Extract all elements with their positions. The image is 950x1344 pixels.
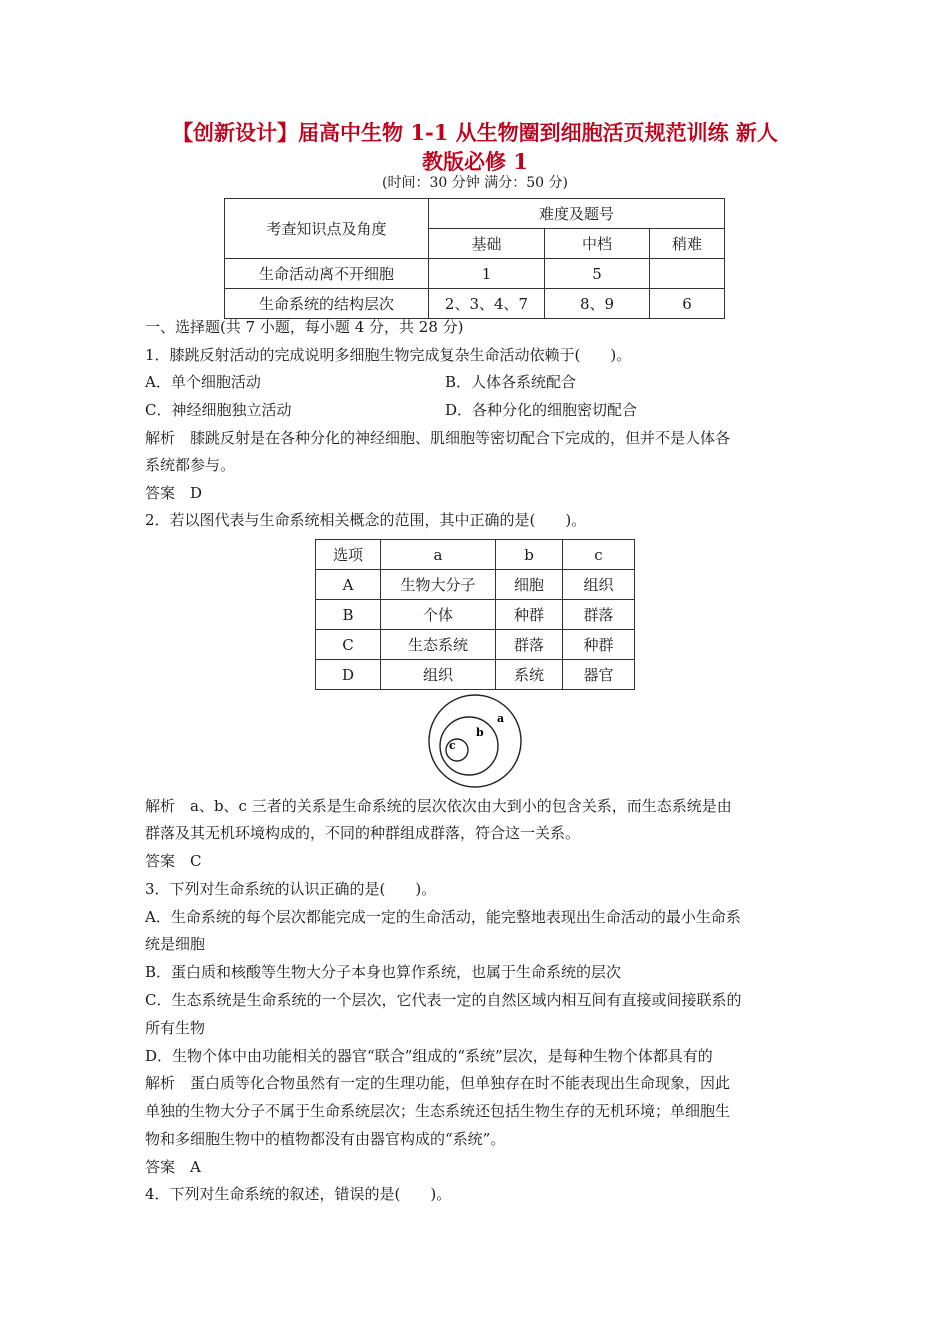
topic-cell: 生命系统的结构层次 bbox=[225, 289, 429, 319]
q1-analysis-1: 解析 膝跳反射是在各种分化的神经细胞、肌细胞等密切配合下完成的，但并不是人体各 bbox=[145, 429, 731, 447]
cell: D bbox=[316, 660, 381, 690]
cell: 种群 bbox=[563, 630, 635, 660]
label-b: b bbox=[476, 726, 484, 739]
q1-option-b: B．人体各系统配合 bbox=[445, 373, 577, 391]
cell: 系统 bbox=[496, 660, 563, 690]
q3-option-a-1: A．生命系统的每个层次都能完成一定的生命活动，能完整地表现出生命活动的最小生命系 bbox=[145, 908, 741, 926]
q2-options-table bbox=[315, 539, 635, 690]
hard-cell: 6 bbox=[650, 289, 725, 319]
level-basic: 基础 bbox=[429, 229, 545, 259]
q2-stem: 2．若以图代表与生命系统相关概念的范围，其中正确的是( )。 bbox=[145, 511, 587, 529]
nested-circles-diagram bbox=[425, 693, 525, 789]
basic-cell: 1 bbox=[429, 259, 545, 289]
cell: 组织 bbox=[381, 660, 496, 690]
cell: 细胞 bbox=[496, 570, 563, 600]
col-c: c bbox=[563, 540, 635, 570]
col-b: b bbox=[496, 540, 563, 570]
table-row bbox=[316, 570, 635, 600]
q3-analysis-2: 单独的生物大分子不属于生命系统层次；生态系统还包括生物生存的无机环境；单细胞生 bbox=[145, 1102, 731, 1120]
q1-option-a: A．单个细胞活动 bbox=[145, 373, 261, 391]
q3-answer: 答案 A bbox=[145, 1158, 201, 1176]
topic-header: 考查知识点及角度 bbox=[225, 199, 429, 259]
table-header-row bbox=[316, 540, 635, 570]
q4-stem: 4．下列对生命系统的叙述，错误的是( )。 bbox=[145, 1185, 452, 1203]
col-a: a bbox=[381, 540, 496, 570]
col-option: 选项 bbox=[316, 540, 381, 570]
level-hard: 稍难 bbox=[650, 229, 725, 259]
level-medium: 中档 bbox=[545, 229, 650, 259]
label-c: c bbox=[449, 739, 456, 752]
document-title bbox=[150, 118, 800, 176]
cell: 种群 bbox=[496, 600, 563, 630]
q1-analysis-2: 系统都参与。 bbox=[145, 456, 236, 474]
title-line-2: 教版必修 1 bbox=[422, 149, 528, 174]
cell: C bbox=[316, 630, 381, 660]
topic-cell: 生命活动离不开细胞 bbox=[225, 259, 429, 289]
q2-analysis-1: 解析 a、b、c 三者的关系是生命系统的层次依次由大到小的包含关系，而生态系统是由 bbox=[145, 797, 732, 815]
q2-analysis-2: 群落及其无机环境构成的，不同的种群组成群落，符合这一关系。 bbox=[145, 824, 581, 842]
q1-stem: 1．膝跳反射活动的完成说明多细胞生物完成复杂生命活动依赖于( )。 bbox=[145, 346, 632, 364]
table-row bbox=[316, 630, 635, 660]
q1-option-c: C．神经细胞独立活动 bbox=[145, 401, 292, 419]
medium-cell: 5 bbox=[545, 259, 650, 289]
q3-option-b: B．蛋白质和核酸等生物大分子本身也算作系统，也属于生命系统的层次 bbox=[145, 963, 622, 981]
table-row bbox=[225, 289, 725, 319]
q2-answer: 答案 C bbox=[145, 852, 202, 870]
q3-analysis-1: 解析 蛋白质等化合物虽然有一定的生理功能，但单独存在时不能表现出生命现象，因此 bbox=[145, 1074, 731, 1092]
section-heading: 一、选择题(共 7 小题，每小题 4 分，共 28 分) bbox=[145, 318, 464, 336]
table-row bbox=[316, 600, 635, 630]
cell: 组织 bbox=[563, 570, 635, 600]
table-row bbox=[316, 660, 635, 690]
cell: B bbox=[316, 600, 381, 630]
cell: 生态系统 bbox=[381, 630, 496, 660]
difficulty-header: 难度及题号 bbox=[429, 199, 725, 229]
q3-option-c-1: C．生态系统是生命系统的一个层次，它代表一定的自然区域内相互间有直接或间接联系的 bbox=[145, 991, 742, 1009]
medium-cell: 8、9 bbox=[545, 289, 650, 319]
title-line-1: 【创新设计】届高中生物 1-1 从生物圈到细胞活页规范训练 新人 bbox=[172, 120, 778, 145]
q3-stem: 3．下列对生命系统的认识正确的是( )。 bbox=[145, 880, 437, 898]
cell: 器官 bbox=[563, 660, 635, 690]
q3-analysis-3: 物和多细胞生物中的植物都没有由器官构成的“系统”。 bbox=[145, 1130, 506, 1148]
q3-option-d: D．生物个体中由功能相关的器官“联合”组成的“系统”层次，是每种生物个体都具有的 bbox=[145, 1047, 713, 1065]
time-score-info: (时间：30 分钟 满分：50 分) bbox=[382, 175, 568, 191]
cell: A bbox=[316, 570, 381, 600]
table-row bbox=[225, 259, 725, 289]
q1-option-d: D．各种分化的细胞密切配合 bbox=[445, 401, 638, 419]
hard-cell bbox=[650, 259, 725, 289]
cell: 群落 bbox=[563, 600, 635, 630]
q3-option-a-2: 统是细胞 bbox=[145, 935, 206, 953]
q3-option-c-2: 所有生物 bbox=[145, 1019, 206, 1037]
cell: 生物大分子 bbox=[381, 570, 496, 600]
cell: 个体 bbox=[381, 600, 496, 630]
cell: 群落 bbox=[496, 630, 563, 660]
circle-a bbox=[429, 695, 521, 787]
label-a: a bbox=[497, 712, 505, 725]
basic-cell: 2、3、4、7 bbox=[429, 289, 545, 319]
knowledge-difficulty-table bbox=[224, 198, 725, 319]
q1-answer: 答案 D bbox=[145, 484, 203, 502]
